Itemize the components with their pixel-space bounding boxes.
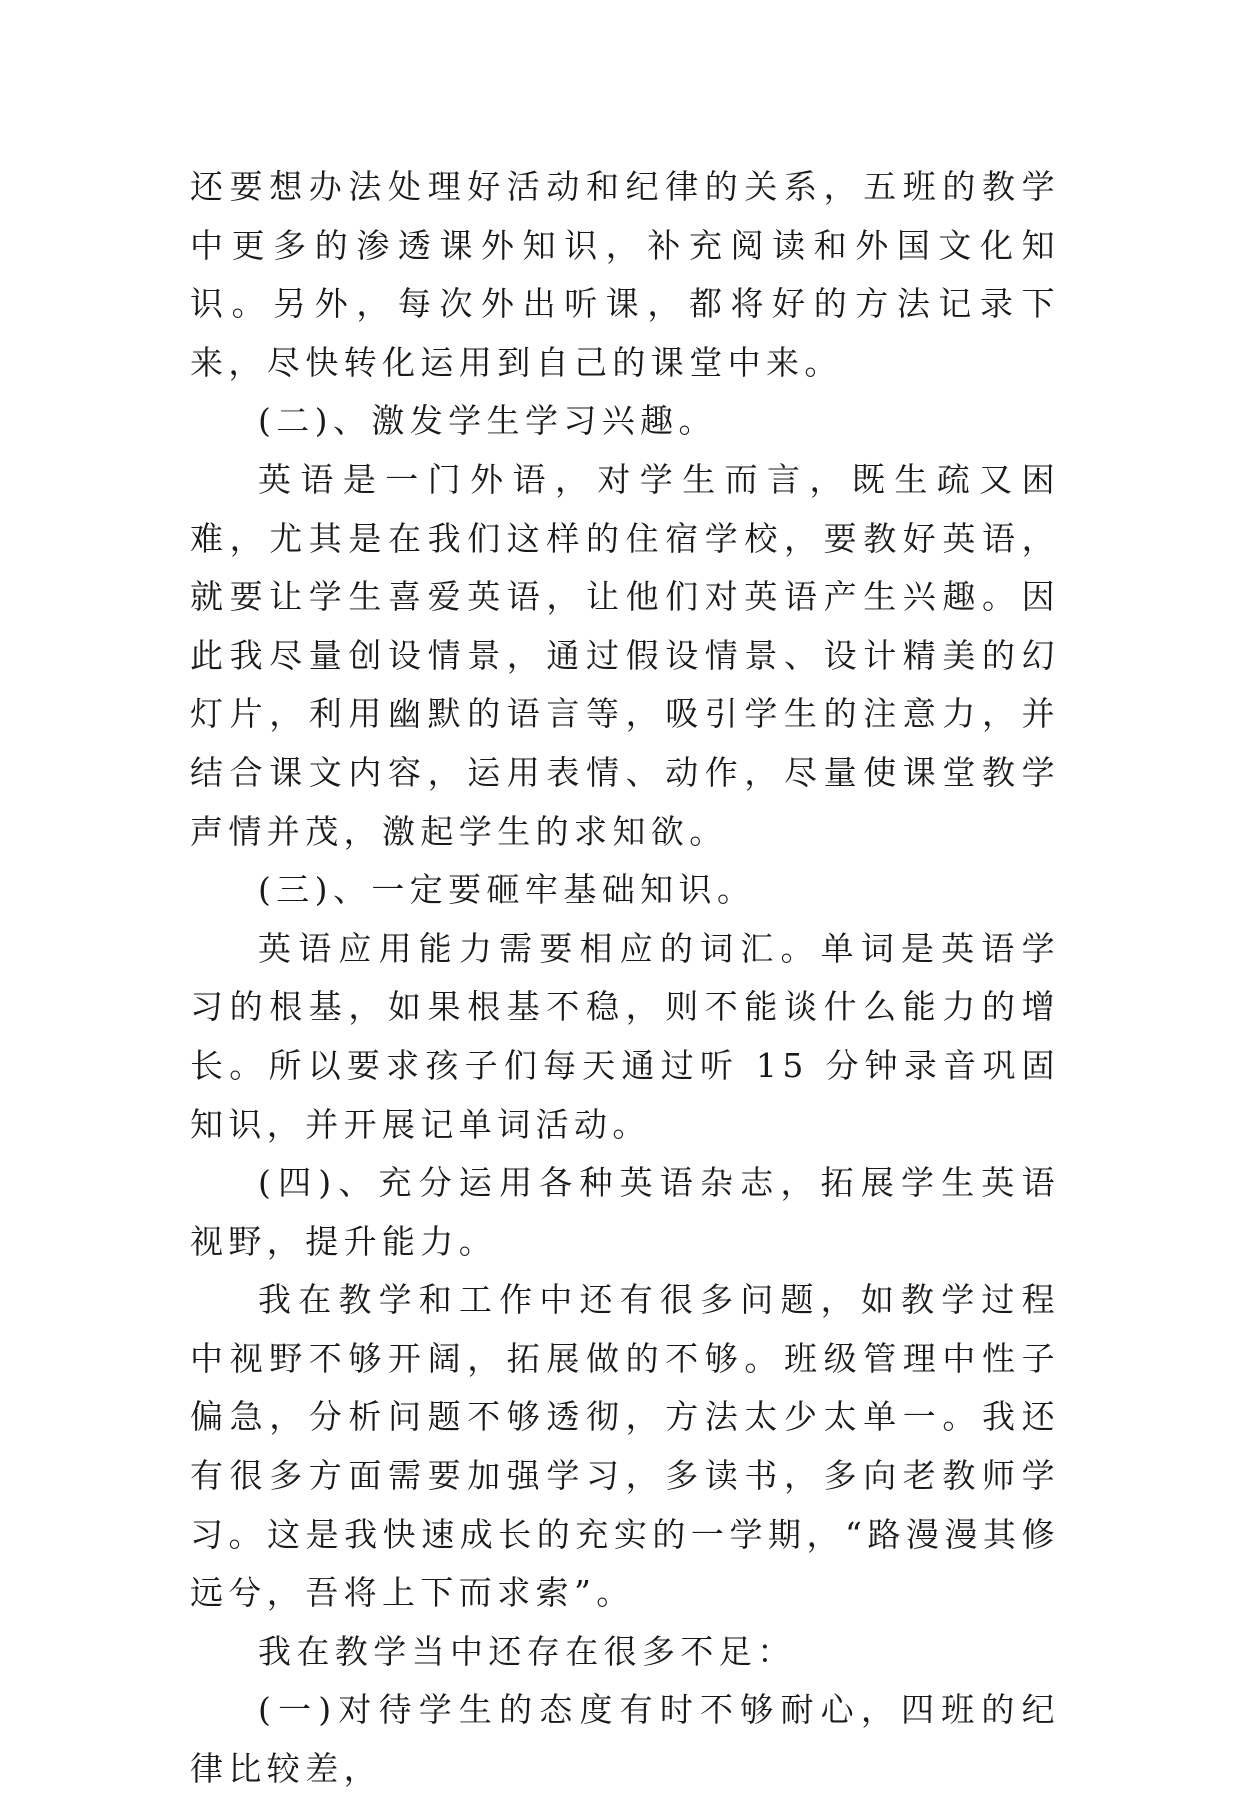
paragraph-vocabulary: 英语应用能力需要相应的词汇。单词是英语学习的根基，如果根基不稳，则不能谈什么能力的增长。所以要求孩子们每天通过听 15 分钟录音巩固知识，并开展记单词活动。 [190, 928, 1060, 1144]
section-heading-3: (三)、一定要砸牢基础知识。 [258, 870, 756, 910]
paragraph-shortcoming-1: (一)对待学生的态度有时不够耐心，四班的纪律比较差， [190, 1690, 1060, 1789]
paragraph-interest: 英语是一门外语，对学生而言，既生疏又困难，尤其是在我们这样的住宿学校，要教好英语，就要让学生喜爱英语，让他们对英语产生兴趣。因此我尽量创设情景，通过假设情景、设计精美的幻灯片，利用幽默的语言等，吸引学生的注意力，并结合课文内容，运用表情、动作，尽量使课堂教学声情并茂，激起学生的求知欲。 [190, 459, 1060, 851]
paragraph-continuation: 还要想办法处理好活动和纪律的关系，五班的教学中更多的渗透课外知识，补充阅读和外国文化知识。另外，每次外出听课，都将好的方法记录下来，尽快转化运用到自己的课堂中来。 [190, 167, 1060, 382]
document-body [190, 158, 1060, 1799]
paragraph-reflection: 我在教学和工作中还有很多问题，如教学过程中视野不够开阔，拓展做的不够。班级管理中性子偏急，分析问题不够透彻，方法太少太单一。我还有很多方面需要加强学习，多读书，多向老教师学习。这是我快速成长的充实的一学期，“路漫漫其修远兮，吾将上下而求索”。 [190, 1280, 1060, 1613]
section-heading-4: (四)、充分运用各种英语杂志，拓展学生英语视野，提升能力。 [190, 1163, 1060, 1261]
section-heading-2: (二)、激发学生学习兴趣。 [258, 401, 717, 441]
paragraph-shortcomings-intro: 我在教学当中还存在很多不足： [258, 1631, 796, 1671]
